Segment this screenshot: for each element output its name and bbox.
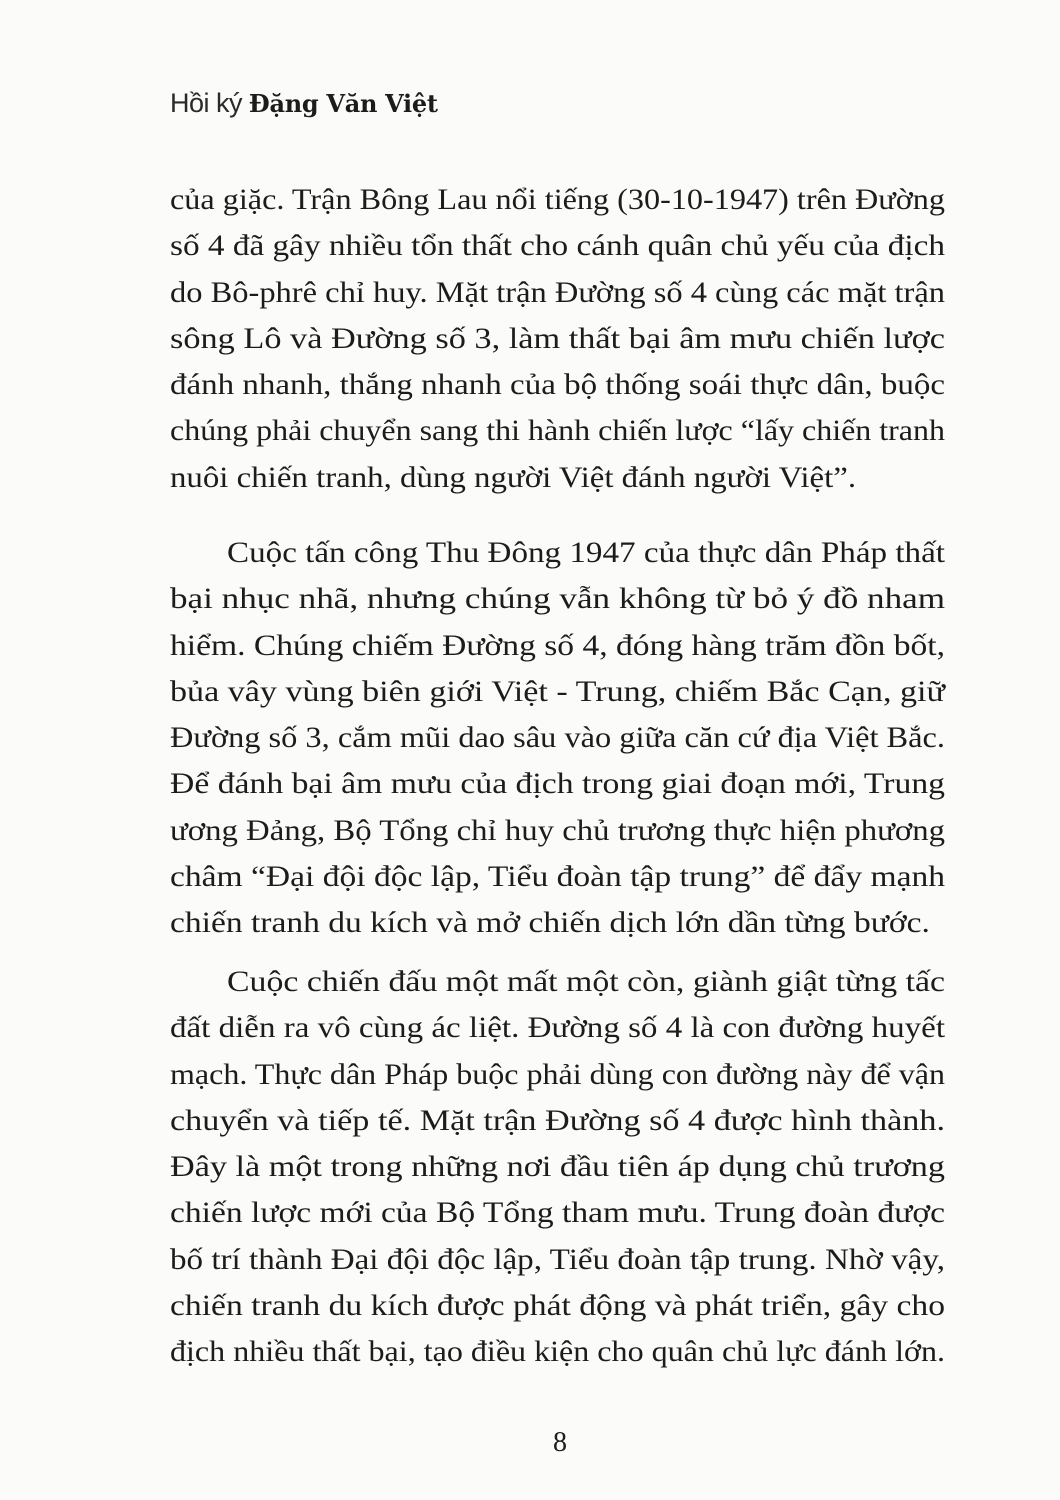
text-line [170, 623, 945, 669]
text-line [170, 959, 945, 1005]
text-line [170, 1144, 945, 1190]
text-line [170, 1005, 945, 1051]
text-line-content: chiến tranh du kích được phát động và phát triển, gây cho [170, 1289, 945, 1323]
text-line-content: Đây là một trong những nơi đầu tiên áp dụng chủ trương [170, 1150, 945, 1184]
text-line-content: của giặc. Trận Bông Lau nổi tiếng (30-10-1947) trên Đường [170, 183, 945, 216]
header-author: Đặng Văn Việt [248, 89, 438, 118]
text-line [170, 808, 945, 854]
text-line-content: chiến lược mới của Bộ Tổng tham mưu. Trung đoàn được [170, 1196, 945, 1230]
text-line-content: sông Lô và Đường số 3, làm thất bại âm mưu chiến lược [170, 321, 945, 355]
text-line [170, 455, 945, 501]
text-line-content: số 4 đã gây nhiều tổn thất cho cánh quân chủ yếu của địch [170, 229, 945, 263]
text-line-content: Đường số 3, cắm mũi dao sâu vào giữa căn cứ địa Việt Bắc. [170, 721, 945, 755]
text-line-content: Cuộc tấn công Thu Đông 1947 của thực dân Pháp thất [227, 536, 945, 569]
page-number: 8 [553, 1427, 567, 1458]
text-line-content: chiến tranh du kích và mở chiến dịch lớn dần từng bước. [170, 906, 930, 940]
text-line [170, 1237, 945, 1283]
text-line [170, 177, 945, 223]
text-line [170, 1190, 945, 1236]
text-line [170, 223, 945, 269]
text-line-content: hiểm. Chúng chiếm Đường số 4, đóng hàng trăm đồn bốt, [170, 628, 945, 662]
text-line-content: chuyển và tiếp tế. Mặt trận Đường số 4 được hình thành. [170, 1103, 945, 1137]
text-line-content: đánh nhanh, thắng nhanh của bộ thống soái thực dân, buộc [170, 368, 945, 402]
text-line-content: bố trí thành Đại đội độc lập, Tiểu đoàn tập trung. Nhờ vậy, [170, 1242, 945, 1276]
paragraph-3 [170, 959, 945, 1376]
text-line [170, 715, 945, 761]
text-line-content: địch nhiều thất bại, tạo điều kiện cho quân chủ lực đánh lớn. [170, 1335, 946, 1369]
text-line-content: nuôi chiến tranh, dùng người Việt đánh người Việt”. [170, 460, 857, 494]
paragraph-1 [170, 177, 945, 501]
text-line [170, 854, 945, 900]
text-line-content: bủa vây vùng biên giới Việt - Trung, chiếm Bắc Cạn, giữ [170, 674, 945, 708]
text-line [170, 761, 945, 807]
text-line [170, 1283, 945, 1329]
text-line-content: ương Đảng, Bộ Tổng chỉ huy chủ trương thực hiện phương [170, 813, 945, 847]
text-line-content: Cuộc chiến đấu một mất một còn, giành giật từng tấc [227, 965, 945, 998]
text-line [170, 576, 945, 622]
text-line [170, 270, 945, 316]
text-line-content: mạch. Thực dân Pháp buộc phải dùng con đường này để vận [170, 1057, 945, 1091]
text-line [170, 530, 945, 576]
text-line-content: chúng phải chuyển sang thi hành chiến lược “lấy chiến tranh [170, 414, 945, 448]
text-line [170, 900, 945, 946]
text-line [170, 669, 945, 715]
text-line [170, 316, 945, 362]
running-header [170, 88, 438, 119]
text-line-content: do Bô-phrê chỉ huy. Mặt trận Đường số 4 cùng các mặt trận [170, 275, 945, 309]
text-line-content: bại nhục nhã, nhưng chúng vẫn không từ bỏ ý đồ nham [170, 582, 945, 616]
text-line [170, 1052, 945, 1098]
text-line [170, 1098, 945, 1144]
text-line-content: châm “Đại đội độc lập, Tiểu đoàn tập trung” để đẩy mạnh [170, 860, 945, 894]
text-line-content: Để đánh bại âm mưu của địch trong giai đoạn mới, Trung [170, 767, 946, 801]
text-line [170, 362, 945, 408]
paragraph-2 [170, 530, 945, 947]
header-prefix: Hồi ký [170, 88, 243, 118]
text-line-content: đất diễn ra vô cùng ác liệt. Đường số 4 là con đường huyết [170, 1011, 946, 1045]
text-line [170, 1329, 945, 1375]
text-line [170, 408, 945, 454]
